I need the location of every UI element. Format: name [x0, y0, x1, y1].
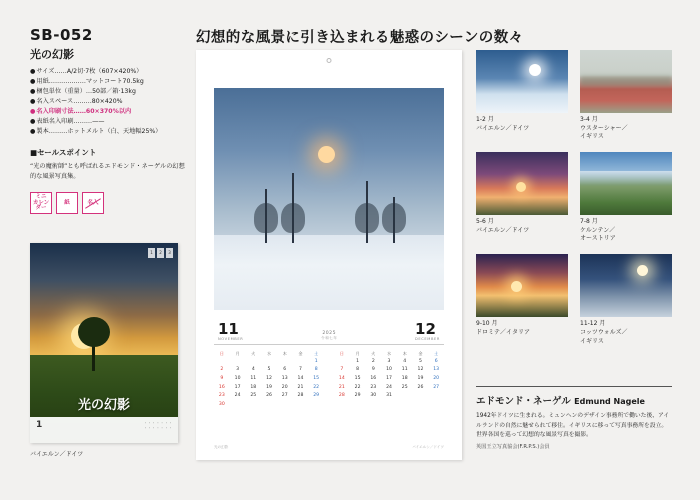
hanging-month-number: 1 — [36, 420, 43, 430]
calendar-week-row — [214, 392, 324, 401]
right-month-number: 12 — [415, 320, 436, 338]
day-of-week-cell: 金 — [418, 351, 423, 356]
calendar-day-cell: 26 — [266, 393, 272, 399]
thumbnail-caption: 3-4 月 ウスターシャー／ イギリス — [580, 116, 628, 141]
calendar-day-cell: 18 — [401, 376, 408, 382]
calendar-day-cell — [230, 401, 246, 410]
day-of-week-row — [334, 350, 444, 358]
calendar-week-row — [214, 366, 324, 375]
feature-icon-row — [30, 192, 185, 214]
bullet-icon: ● — [30, 78, 36, 86]
calendar-day-cell: 30 — [218, 402, 225, 408]
calendar-year-block — [321, 331, 337, 341]
calendar-day-cell: 5 — [267, 367, 271, 373]
paper-icon: 紙 — [56, 192, 78, 214]
hanging-calendar-sample — [30, 243, 178, 458]
photo-tree-icon — [366, 181, 368, 243]
calendar-day-cell: 16 — [370, 376, 377, 382]
day-of-week-cell: 月 — [235, 351, 240, 356]
left-month-number: 11 — [218, 320, 239, 338]
calendar-columns — [214, 345, 444, 410]
calendar-day-cell: 25 — [401, 384, 408, 390]
spec-label: サイズ — [36, 68, 55, 75]
author-name-en: Edmund Nagele — [574, 397, 645, 406]
calendar-day-cell: 28 — [297, 393, 304, 399]
calendar-day-cell: 29 — [354, 393, 361, 399]
hanging-calendar-date-band — [30, 417, 178, 443]
spec-value: 50部／箱·13kg — [92, 88, 136, 96]
hanging-hole-icon — [327, 58, 332, 63]
calendar-day-cell: 12 — [417, 367, 424, 373]
dolomite-sunset-photo — [476, 254, 568, 317]
spec-item — [30, 77, 185, 87]
winter-moon-photo — [476, 50, 568, 113]
spec-item — [30, 87, 185, 97]
spec-item — [30, 117, 185, 127]
calendar-day-cell: 10 — [386, 367, 392, 373]
calendar-day-cell: 8 — [356, 367, 360, 373]
calendar-sheet — [196, 50, 462, 460]
month-tab-group — [148, 248, 173, 258]
calendar-day-cell: 14 — [297, 376, 304, 382]
calendar-day-cell: 5 — [418, 358, 422, 364]
photo-tree-icon — [393, 197, 395, 243]
calendar-day-cell — [428, 392, 444, 401]
product-code: SB-052 — [30, 26, 93, 44]
calendar-week-row — [334, 366, 444, 375]
author-panel — [476, 386, 672, 450]
calendar-day-cell: 4 — [251, 367, 255, 373]
thumbnail-caption: 9-10 月 ドロミテ／イタリア — [476, 320, 531, 336]
bullet-icon: ● — [30, 118, 36, 126]
day-of-week-cell: 火 — [371, 351, 376, 356]
thumbnail-cell — [476, 50, 568, 142]
calendar-day-cell: 6 — [434, 358, 438, 364]
thumbnail-cell — [476, 152, 568, 244]
spec-dots: …… — [73, 108, 86, 116]
tree-silhouette-icon — [92, 337, 95, 371]
spec-value: A/2切·7枚（607×420%） — [66, 68, 143, 75]
thumbnail-caption: 1-2 月 バイエルン／ドイツ — [476, 116, 530, 132]
bullet-icon: ● — [30, 108, 36, 116]
spec-item — [30, 107, 185, 117]
calendar-month-header — [214, 322, 444, 345]
photo-tree-icon — [292, 173, 294, 243]
spec-dots: … — [85, 88, 93, 96]
calendar-day-cell — [261, 358, 277, 367]
calendar-day-cell: 1 — [314, 358, 318, 364]
calendar-day-cell: 22 — [313, 384, 320, 390]
sheet-footer-location: バイエルン／ドイツ — [412, 445, 444, 449]
month-tab: 2 — [157, 248, 164, 258]
calendar-day-cell — [293, 401, 309, 410]
calendar-day-cell: 11 — [250, 376, 257, 382]
calendar-day-cell: 30 — [370, 393, 377, 399]
sales-point-text: “光の魔術師”とも呼ばれるエドモンド・ネーゲルの幻想的な風景写真集。 — [30, 163, 185, 181]
day-of-week-cell: 日 — [339, 351, 344, 356]
poppy-field-photo — [580, 50, 672, 113]
calendar-day-cell: 2 — [371, 358, 375, 364]
calendar-day-cell: 17 — [234, 384, 241, 390]
calendar-day-cell — [277, 401, 293, 410]
thumbnail-cell — [476, 254, 568, 346]
calendar-day-cell: 25 — [250, 393, 257, 399]
bullet-icon: ● — [30, 98, 36, 106]
spec-item — [30, 67, 185, 77]
calendar-day-cell: 28 — [338, 393, 345, 399]
hanging-mini-grid: ・・・・・・・ ・・・・・・・ — [143, 421, 173, 431]
day-of-week-row — [214, 350, 324, 358]
calendar-day-cell — [293, 358, 309, 367]
calendar-day-cell: 9 — [371, 367, 375, 373]
calendar-day-cell — [413, 392, 429, 401]
spec-label: 名入スペース — [36, 98, 74, 106]
calendar-week-row — [214, 384, 324, 393]
calendar-column-december — [334, 350, 444, 410]
spec-label: 梱包単位（重量） — [36, 88, 86, 96]
calendar-day-cell: 1 — [356, 358, 360, 364]
spec-value: ホットメルト（白、天地幅25%） — [67, 128, 162, 136]
no-name-print-icon: 名入 — [82, 192, 104, 214]
alpine-lake-photo — [580, 152, 672, 215]
calendar-day-cell: 8 — [314, 367, 318, 373]
calendar-day-cell: 7 — [298, 367, 302, 373]
day-of-week-cell: 木 — [282, 351, 287, 356]
product-title: 光の幻影 — [30, 48, 74, 61]
hanging-calendar-caption: バイエルン／ドイツ — [30, 451, 84, 458]
right-month-name: DECEMBER — [415, 337, 440, 341]
spec-value: —— — [92, 118, 105, 126]
calendar-day-cell: 24 — [386, 384, 392, 390]
day-of-week-cell: 木 — [402, 351, 407, 356]
day-of-week-cell: 土 — [314, 351, 319, 356]
calendar-day-cell: 6 — [283, 367, 287, 373]
calendar-week-row — [214, 375, 324, 384]
calendar-day-cell: 15 — [313, 376, 320, 382]
calendar-day-cell: 9 — [220, 376, 224, 382]
spec-label: 名入印刷寸法 — [36, 108, 74, 116]
calendar-week-row — [334, 392, 444, 401]
calendar-week-row — [334, 375, 444, 384]
bullet-icon: ● — [30, 68, 36, 75]
spec-list — [30, 67, 185, 137]
day-of-week-cell: 土 — [434, 351, 439, 356]
month-tab: 3 — [166, 248, 173, 258]
mini-calendar-icon: ミニ カレンダー — [30, 192, 52, 214]
calendar-day-cell: 2 — [220, 367, 224, 373]
calendar-day-cell — [261, 401, 277, 410]
spec-item — [30, 97, 185, 107]
calendar-day-cell: 18 — [250, 384, 257, 390]
spec-value: 60×370%以内 — [85, 108, 132, 116]
spec-value: 80×420% — [91, 98, 123, 106]
day-of-week-cell: 月 — [355, 351, 360, 356]
calendar-day-cell — [277, 358, 293, 367]
thumbnail-cell — [580, 152, 672, 244]
calendar-day-cell: 13 — [281, 376, 288, 382]
sheet-footer-title: 光の幻影 — [214, 445, 229, 449]
spec-dots: ……… — [73, 98, 92, 106]
day-of-week-cell: 金 — [298, 351, 303, 356]
calendar-day-cell: 31 — [386, 393, 392, 399]
calendar-day-cell: 17 — [386, 376, 392, 382]
calendar-day-cell: 16 — [218, 384, 225, 390]
spec-label: 表紙名入印刷 — [36, 118, 74, 126]
calendar-day-cell — [397, 392, 413, 401]
calendar-week-row — [334, 358, 444, 367]
photo-tree-icon — [265, 189, 267, 243]
hanging-calendar-image — [30, 243, 178, 443]
calendar-day-cell: 22 — [354, 384, 361, 390]
spec-dots: …… — [54, 68, 67, 75]
calendar-day-cell: 21 — [338, 384, 345, 390]
author-note: 英国王立写真協会(F.R.P.S.)会員 — [476, 443, 550, 450]
calendar-day-cell: 4 — [403, 358, 407, 364]
thumbnail-grid — [476, 50, 672, 346]
thumbnail-caption: 5-6 月 バイエルン／ドイツ — [476, 218, 530, 234]
calendar-column-november — [214, 350, 324, 410]
left-month-name: NOVEMBER — [218, 337, 244, 341]
bullet-icon: ● — [30, 88, 36, 96]
calendar-day-cell: 29 — [313, 393, 320, 399]
calendar-day-cell: 13 — [433, 367, 440, 373]
calendar-era-note: 令和七年 — [321, 336, 338, 340]
calendar-day-cell — [334, 358, 350, 367]
author-name-ja: エドモンド・ネーゲル — [476, 396, 571, 407]
thumbnail-cell — [580, 254, 672, 346]
spec-item — [30, 127, 185, 137]
sunset-tree-photo — [476, 152, 568, 215]
spec-dots: ……………… — [48, 78, 86, 86]
calendar-day-cell: 15 — [354, 376, 361, 382]
calendar-sheet-footer — [214, 445, 444, 450]
calendar-day-cell — [245, 401, 261, 410]
day-of-week-cell: 水 — [267, 351, 272, 356]
calendar-day-cell: 27 — [281, 393, 288, 399]
calendar-week-row — [214, 358, 324, 367]
right-month-block — [415, 322, 440, 341]
calendar-day-cell: 3 — [387, 358, 391, 364]
calendar-day-cell: 12 — [266, 376, 272, 382]
thumbnail-caption: 7-8 月 ケルンテン／ オーストリア — [580, 218, 616, 243]
photo-sun-icon — [318, 146, 335, 163]
photo-snowfield — [214, 235, 444, 310]
spec-dots: ……… — [73, 118, 93, 126]
calendar-main-photo — [214, 88, 444, 310]
calendar-day-cell: 10 — [234, 376, 241, 382]
calendar-day-cell — [230, 358, 246, 367]
calendar-day-cell: 19 — [266, 384, 272, 390]
bullet-icon: ● — [30, 128, 36, 136]
calendar-day-cell — [245, 358, 261, 367]
calendar-day-cell: 23 — [218, 393, 225, 399]
spec-dots: ……… — [48, 128, 68, 136]
spec-value: マットコート70.5kg — [85, 78, 144, 86]
spec-label: 製本 — [36, 128, 49, 136]
calendar-day-cell: 26 — [417, 384, 424, 390]
product-info-panel — [30, 26, 185, 214]
calendar-day-cell: 7 — [340, 367, 344, 373]
calendar-day-cell: 11 — [401, 367, 408, 373]
calendar-day-cell: 20 — [433, 376, 440, 382]
calendar-day-cell: 23 — [370, 384, 377, 390]
calendar-week-row — [214, 401, 324, 410]
spec-label: 用紙 — [36, 78, 49, 86]
page-headline: 幻想的な風景に引き込まれる魅惑のシーンの数々 — [196, 30, 524, 46]
month-tab: 1 — [148, 248, 155, 258]
calendar-day-cell: 14 — [338, 376, 345, 382]
thumbnail-cell — [580, 50, 672, 142]
day-of-week-cell: 水 — [387, 351, 392, 356]
calendar-day-cell: 27 — [433, 384, 440, 390]
hanging-calendar-title: 光の幻影 — [77, 398, 130, 413]
calendar-day-cell — [214, 358, 230, 367]
author-bio: 1942年ドイツに生まれる。ミュンヘンのデザイン事務所で働いた後、アイルランドの自然に魅せられて移住。イギリスに移って写真事務所を設立。世界各国を巡って幻想的な風景写真を撮影。 — [476, 413, 670, 439]
calendar-day-cell: 20 — [281, 384, 288, 390]
calendar-year: 2025 — [322, 331, 337, 336]
calendar-day-cell: 19 — [417, 376, 424, 382]
calendar-day-cell: 21 — [297, 384, 304, 390]
day-of-week-cell: 日 — [219, 351, 224, 356]
author-name — [476, 393, 672, 407]
calendar-grid-area — [214, 322, 444, 410]
calendar-day-cell — [308, 401, 324, 410]
calendar-day-cell: 24 — [234, 393, 241, 399]
calendar-day-cell: 3 — [236, 367, 240, 373]
moonlit-snow-photo — [580, 254, 672, 317]
sales-point-heading: ■セールスポイント — [30, 148, 97, 158]
left-month-block — [218, 322, 243, 341]
day-of-week-cell: 火 — [251, 351, 256, 356]
thumbnail-caption: 11-12 月 コッツウォルズ／ イギリス — [580, 320, 628, 345]
calendar-week-row — [334, 384, 444, 393]
